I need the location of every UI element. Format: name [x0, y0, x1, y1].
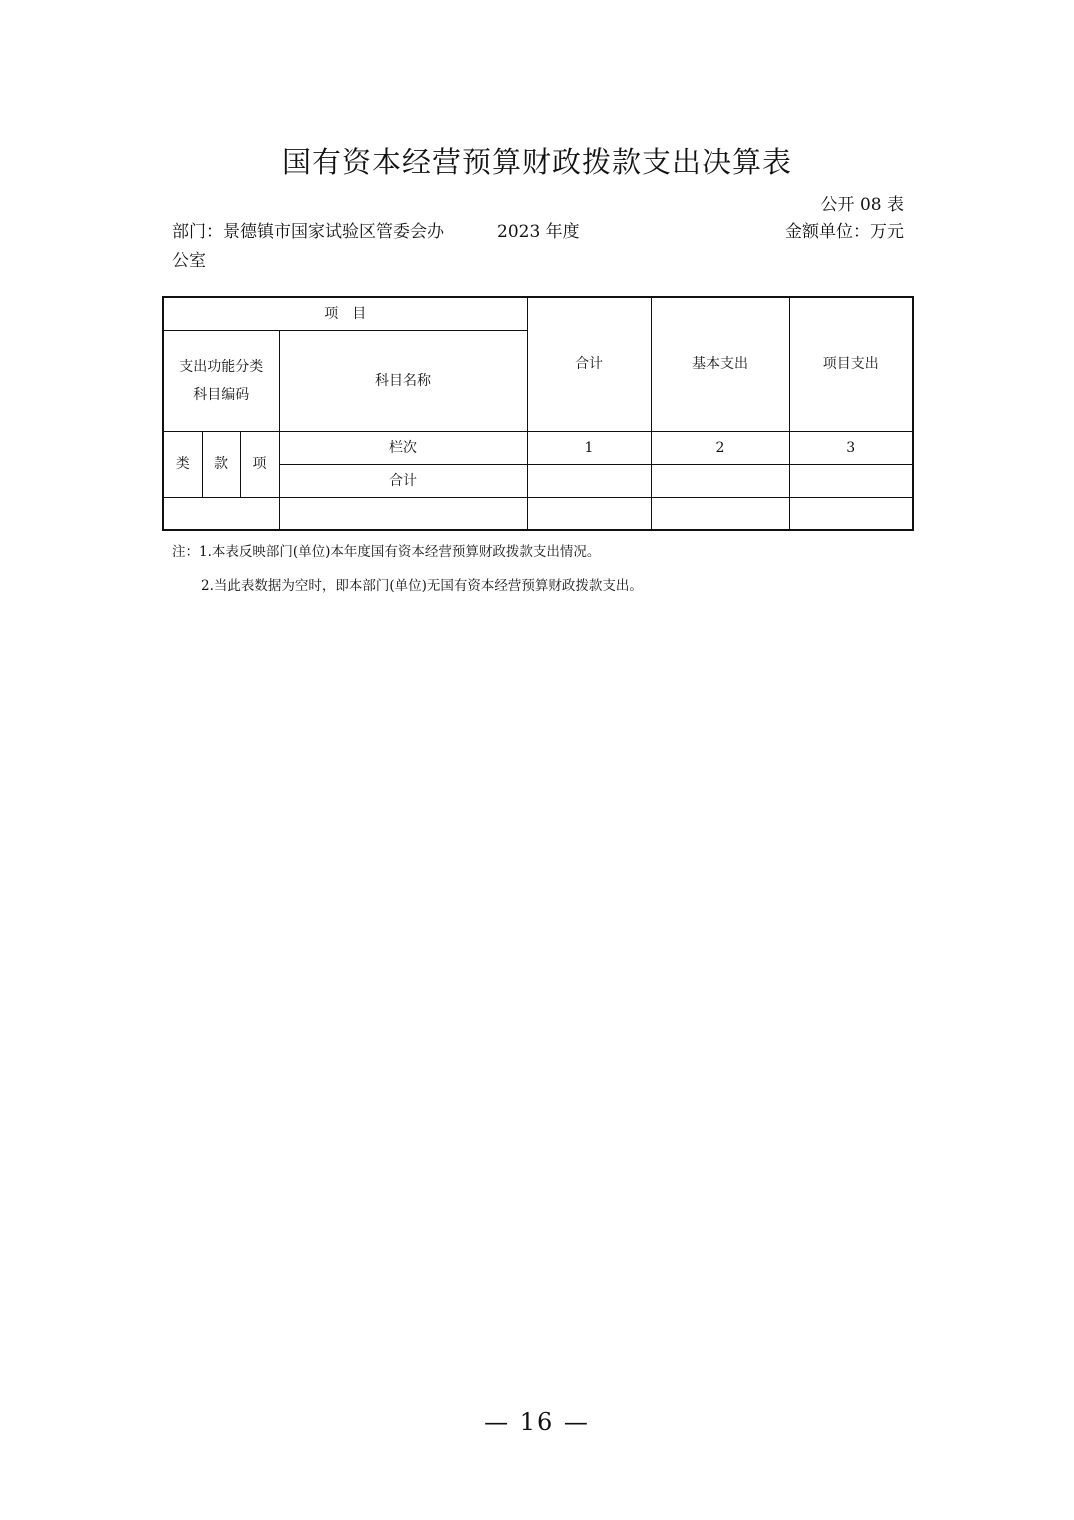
total-value-2	[651, 464, 789, 497]
lanci-value-1: 1	[527, 431, 651, 464]
page-title: 国有资本经营预算财政拨款支出决算表	[281, 145, 792, 179]
header-row-1	[163, 297, 913, 330]
header-basic-expenditure: 基本支出	[651, 297, 789, 431]
col-kuan: 款	[202, 431, 240, 497]
total-value-3	[789, 464, 913, 497]
department-label: 部门：景德镇市国家试验区管委会办公室	[172, 222, 444, 271]
col-lei: 类	[163, 431, 202, 497]
fiscal-year: 2023 年度	[497, 222, 580, 242]
page-number: — 16 —	[484, 1408, 590, 1436]
amount-unit: 金额单位：万元	[785, 222, 904, 242]
header-code-group	[163, 330, 279, 431]
empty-value-2	[651, 497, 789, 530]
header-item: 项 目	[163, 297, 527, 330]
note-2: 2.当此表数据为空时，即本部门(单位)无国有资本经营预算财政拨款支出。	[201, 578, 643, 594]
empty-code-cell	[163, 497, 279, 530]
budget-table	[162, 296, 914, 531]
empty-name-cell	[279, 497, 527, 530]
header-project-expenditure: 项目支出	[789, 297, 913, 431]
col-xiang: 项	[240, 431, 279, 497]
empty-value-1	[527, 497, 651, 530]
header-total: 合计	[527, 297, 651, 431]
lanci-value-3: 3	[789, 431, 913, 464]
header-subject-name: 科目名称	[279, 330, 527, 431]
form-code: 公开 08 表	[820, 195, 904, 215]
row-total-label: 合计	[279, 464, 527, 497]
row-lanci-label: 栏次	[279, 431, 527, 464]
column-index-row	[163, 431, 913, 464]
header-code-group-text: 支出功能分类科目编码	[179, 358, 264, 403]
lanci-value-2: 2	[651, 431, 789, 464]
note-1: 注：1.本表反映部门(单位)本年度国有资本经营预算财政拨款支出情况。	[172, 544, 601, 560]
empty-value-3	[789, 497, 913, 530]
total-value-1	[527, 464, 651, 497]
empty-data-row	[163, 497, 913, 530]
